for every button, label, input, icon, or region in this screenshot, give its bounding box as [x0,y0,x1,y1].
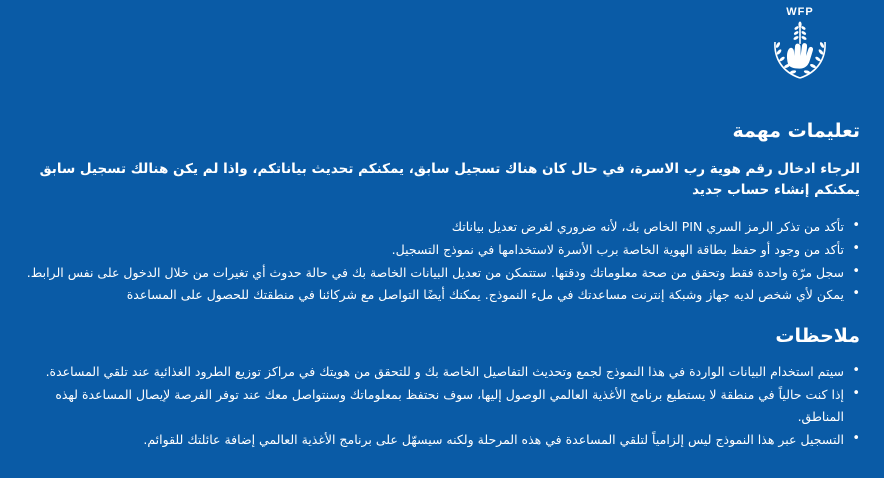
instructions-title: تعليمات مهمة [732,120,860,142]
list-item: • يمكن لأي شخص لديه جهاز وشبكة إنترنت مساعدتك في ملء النموذج. يمكنك أيضًا التواصل مع شركائنا في منطقتك للحصول على المساعدة [24,284,860,306]
section-divider [24,307,860,325]
instructions-lead: الرجاء ادخال رقم هوية رب الاسرة، في حال كان هناك تسجيل سابق، يمكنكم تحديث بياناتكم، واذا لم يكن هنالك تسجيل سابق يمكنكم إنشاء حساب جديد [39,160,860,199]
list-item: • التسجيل عبر هذا النموذج ليس إلزامياً لتلقي المساعدة في هذه المرحلة ولكنه سيسهّل على برنامج الأغذية العالمي إضافة عائلتك للقوائم. [24,429,860,451]
notes-title: ملاحظات [775,325,860,348]
wfp-logo-text: WFP [786,6,814,18]
list-item: • سيتم استخدام البيانات الواردة في هذا النموذج لجمع وتحديث التفاصيل الخاصة بك و للتحقق من هويتك في مراكز توزيع الطرود الغذائية عند تلقي المساعدة. [24,361,860,383]
list-item: • سجل مرّة واحدة فقط وتحقق من صحة معلوماتك ودقتها. ستتمكن من تعديل البيانات الخاصة بك في حالة حدوث أي تغيرات من خلال الدخول على نفس الرابط. [24,262,860,284]
wfp-wheat-hand-logo-icon [766,20,834,82]
instructions-content [24,118,860,452]
list-item: • تأكد من وجود أو حفظ بطاقة الهوية الخاصة برب الأسرة لاستخدامها في نموذج التسجيل. [24,239,860,261]
list-item: • إذا كنت حالياً في منطقة لا يستطيع برنامج الأغذية العالمي الوصول إليها، سوف نحتفظ بمعلوماتك وسنتواصل معك عند توفر الفرصة لإيصال المساعدة لهذه المناطق. [24,384,860,428]
instructions-bullet-list [24,216,860,307]
notes-bullet-list [24,361,860,451]
wfp-logo [740,6,860,82]
list-item: • تأكد من تذكر الرمز السري PIN الخاص بك، لأنه ضروري لغرض تعديل بياناتك [24,216,860,238]
